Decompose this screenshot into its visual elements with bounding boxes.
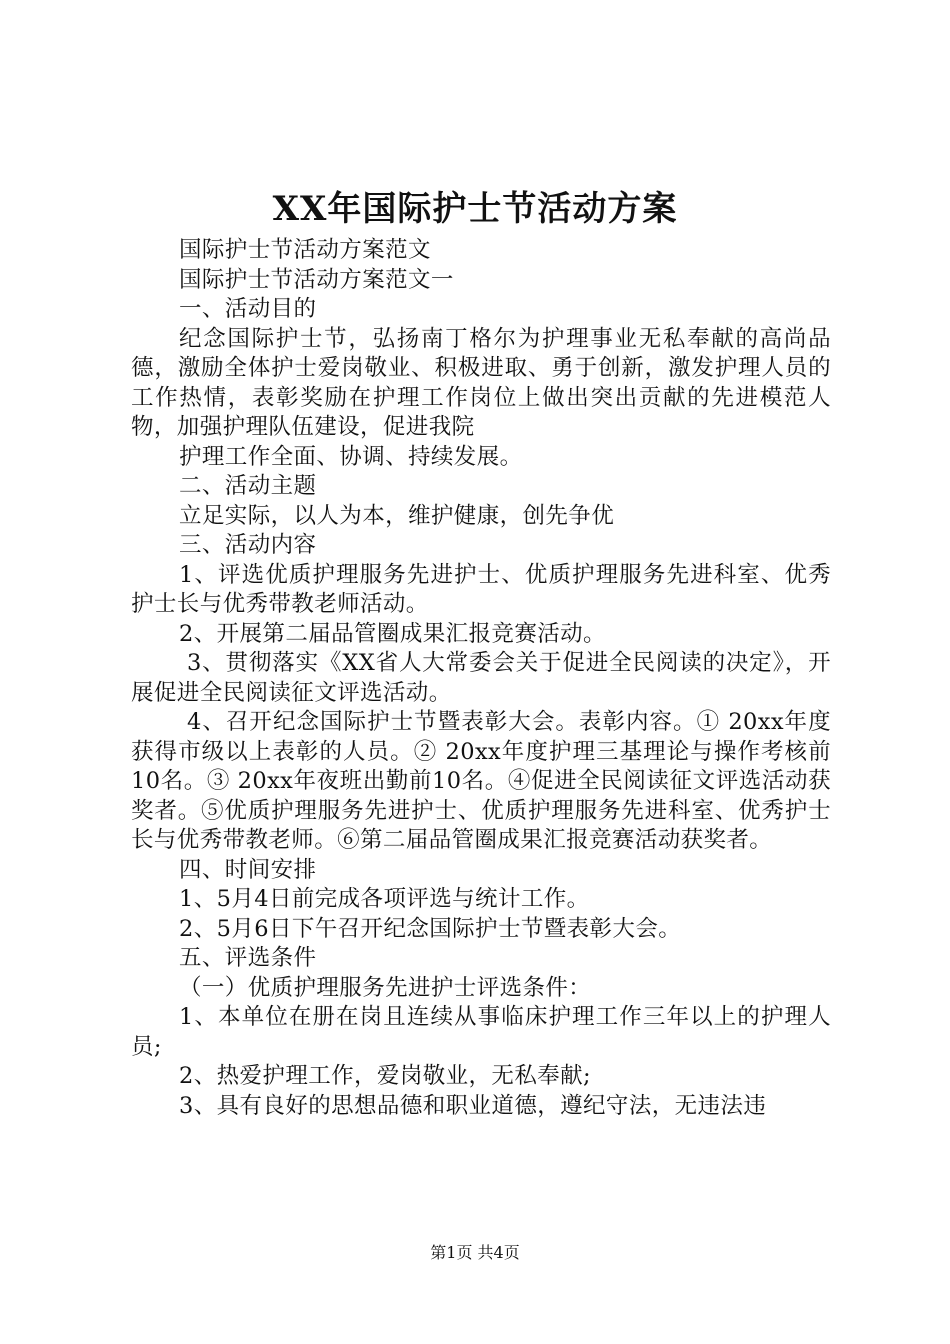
paragraph: 护理工作全面、协调、持续发展。 [179, 443, 523, 470]
document-title: XX年国际护士节活动方案 [272, 189, 678, 229]
paragraph: 立足实际，以人为本，维护健康，创先争优 [179, 502, 615, 529]
list-item: 2、开展第二届品管圈成果汇报竞赛活动。 [179, 620, 606, 647]
page-footer: 第1页 共4页 [430, 1243, 520, 1262]
section-heading: 一、活动目的 [179, 296, 317, 322]
paragraph: 纪念国际护士节，弘扬南丁格尔为护理事业无私奉献的高尚品德，激励全体护士爱岗敬业、积极进取、勇于创新，激发护理人员的工作热情，表彰奖励在护理工作岗位上做出突出贡献的先进模范人物，加强护理队伍建设，促进我院 [131, 325, 831, 440]
paragraph: 国际护士节活动方案范文一 [179, 266, 454, 293]
subsection-heading: （一）优质护理服务先进护士评选条件： [179, 974, 592, 1001]
section-heading: 四、时间安排 [179, 856, 317, 883]
section-heading: 五、评选条件 [179, 945, 317, 971]
list-item: 1、评选优质护理服务先进护士、优质护理服务先进科室、优秀护士长与优秀带教老师活动。 [131, 561, 831, 617]
paragraph: 国际护士节活动方案范文 [179, 237, 431, 263]
list-item: 4、召开纪念国际护士节暨表彰大会。表彰内容。① 20xx年度获得市级以上表彰的人员。② 20xx年度护理三基理论与操作考核前10名。③ 20xx年夜班出勤前10名。④促进全民阅读征文评选活动获奖者。⑤优质护理服务先进护士、优质护理服务先进科室、优秀护士长与优秀带教老师。⑥第二届品管圈成果汇报竞赛活动获奖者。 [131, 709, 831, 853]
section-heading: 三、活动内容 [179, 532, 317, 558]
list-item: 1、5月4日前完成各项评选与统计工作。 [179, 886, 590, 912]
list-item: 1、本单位在册在岗且连续从事临床护理工作三年以上的护理人员; [131, 1004, 831, 1060]
document-body [131, 236, 831, 1121]
list-item: 3、具有良好的思想品德和职业道德，遵纪守法，无违法违 [179, 1092, 767, 1119]
list-item: 2、热爱护理工作，爱岗敬业，无私奉献; [179, 1063, 591, 1089]
list-item: 2、5月6日下午召开纪念国际护士节暨表彰大会。 [179, 915, 682, 942]
section-heading: 二、活动主题 [179, 473, 317, 499]
list-item: 3、贯彻落实《XX省人大常委会关于促进全民阅读的决定》，开展促进全民阅读征文评选活动。 [131, 650, 831, 706]
